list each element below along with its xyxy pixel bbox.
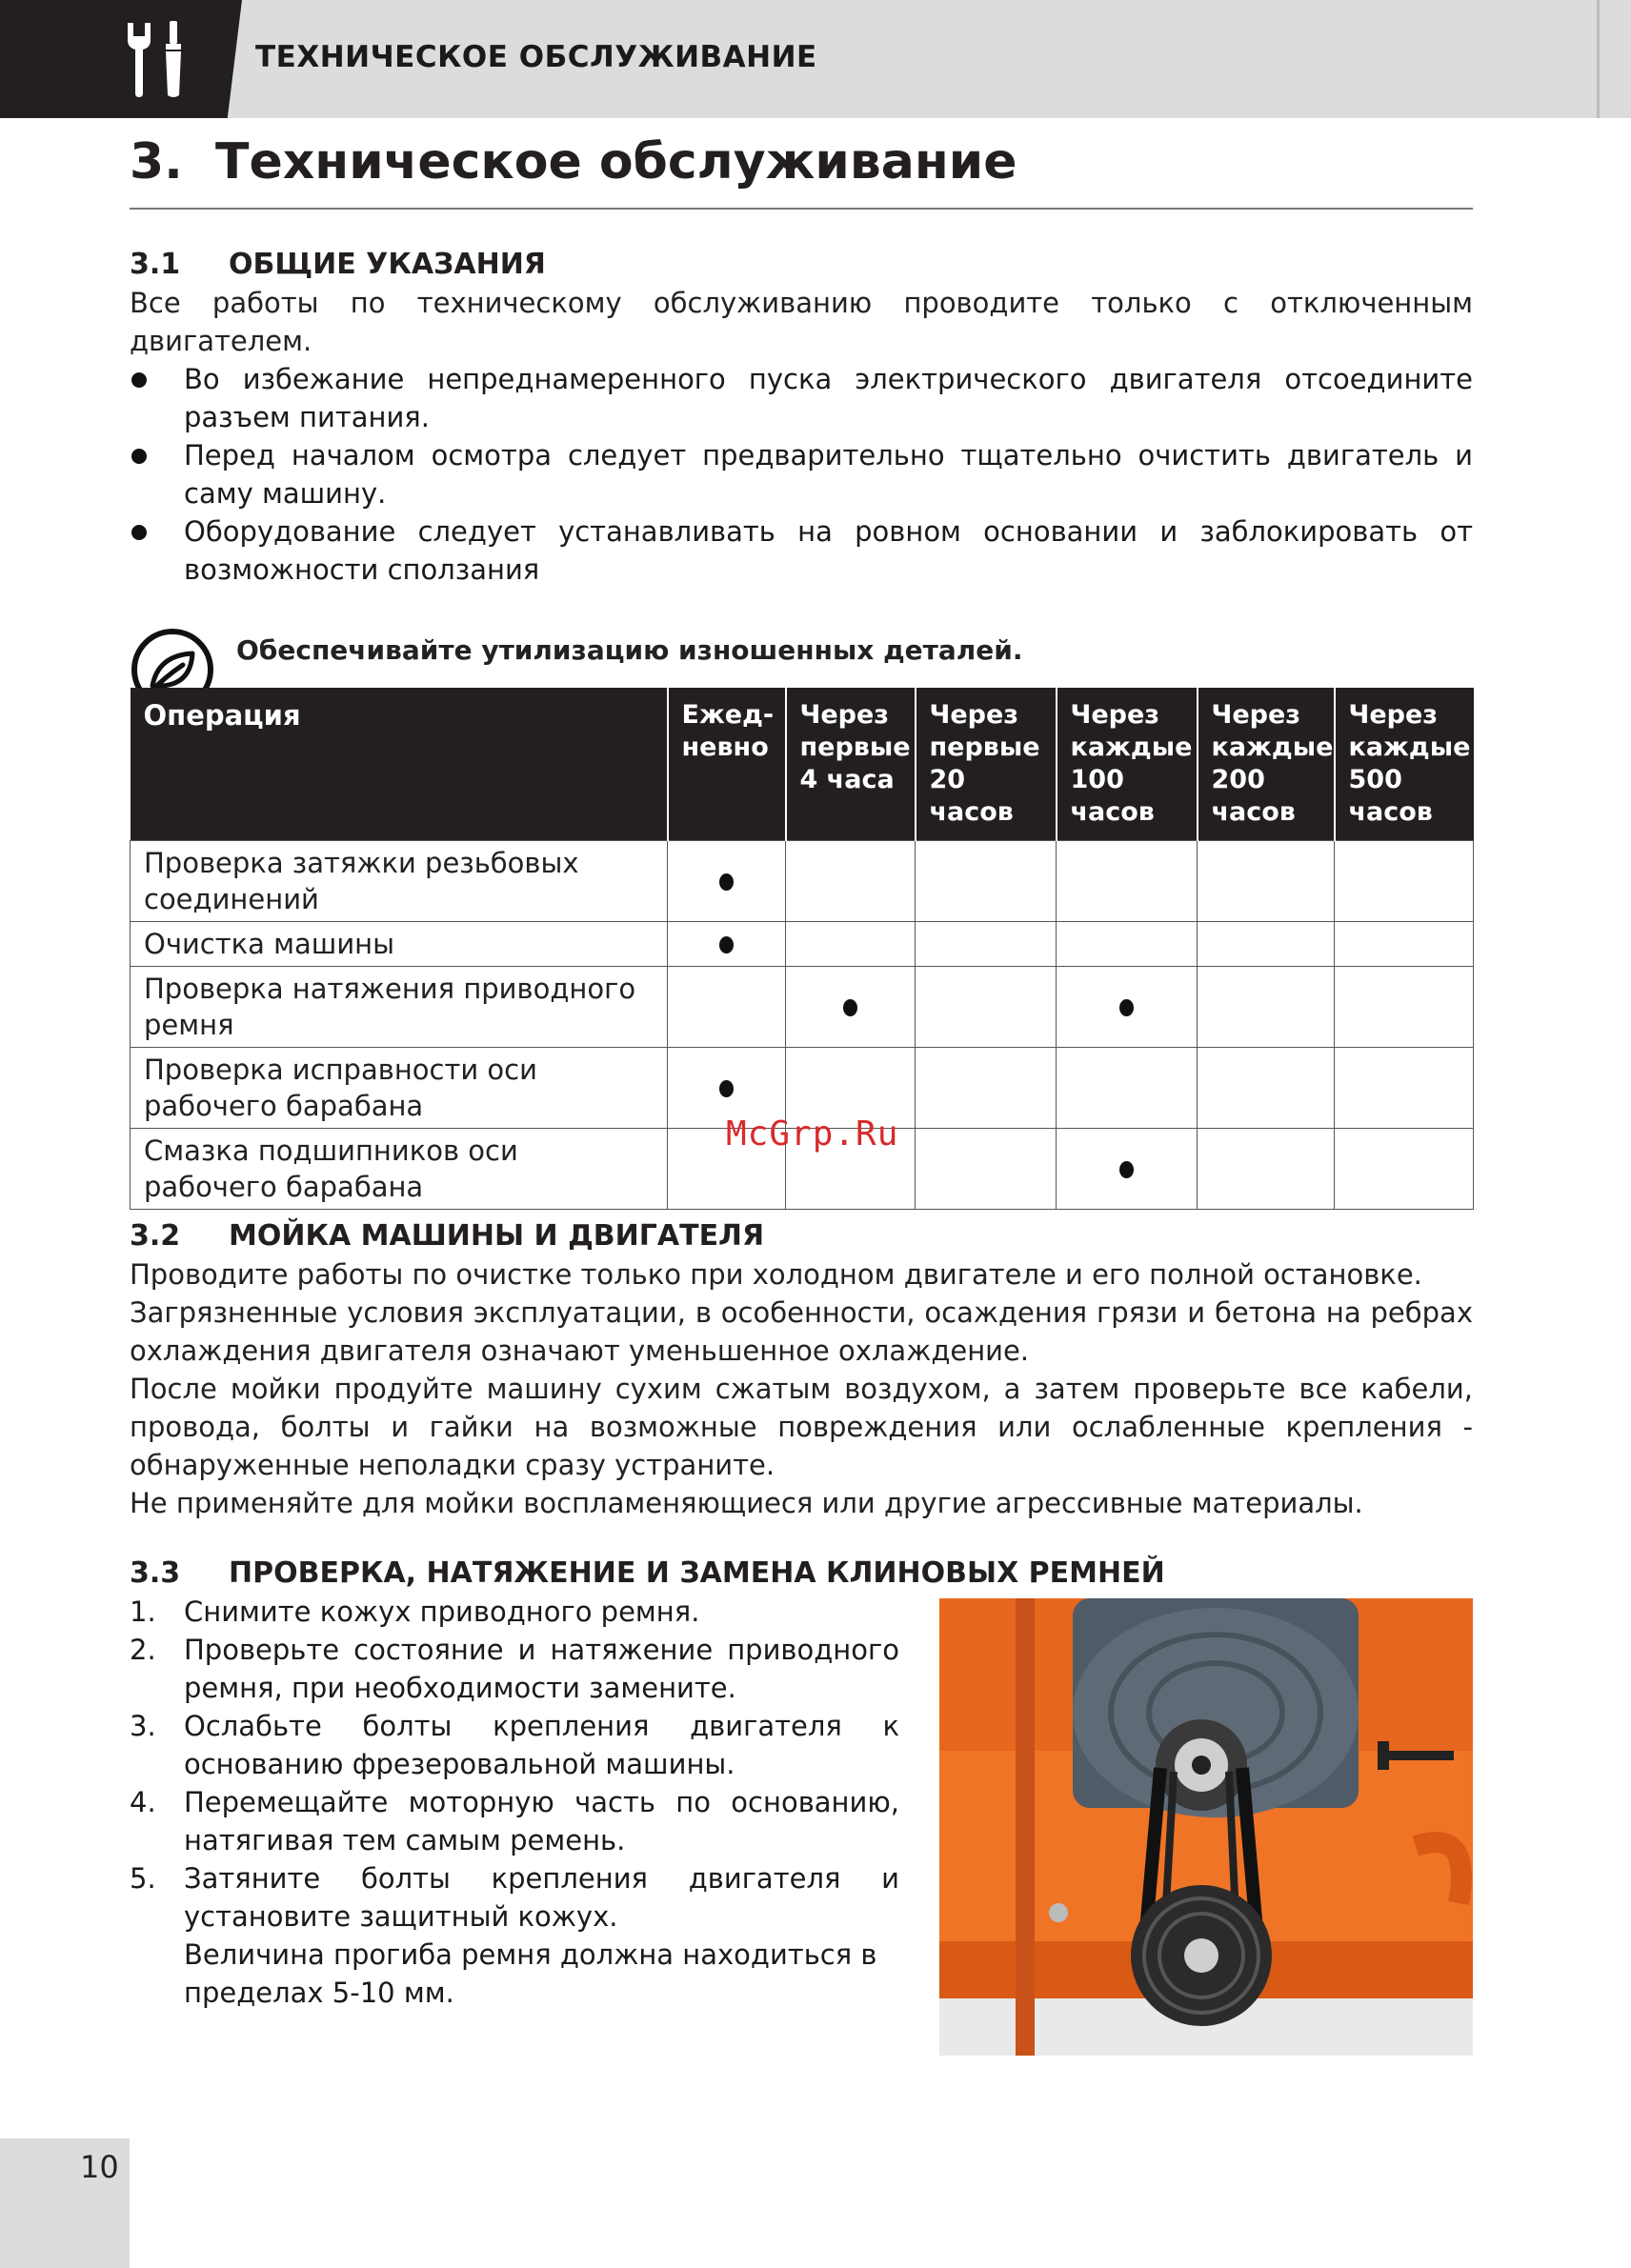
step-item	[130, 1859, 899, 1936]
step-number: 1.	[130, 1596, 156, 1628]
schedule-cell	[1335, 967, 1474, 1048]
operation-cell: Очистка машины	[131, 922, 668, 967]
schedule-cell	[1198, 967, 1335, 1048]
step-item	[130, 1593, 899, 1631]
scheduled-dot-icon	[719, 1080, 734, 1097]
section-number: 3.2	[130, 1219, 181, 1253]
schedule-cell	[1335, 922, 1474, 967]
page-title	[130, 133, 1473, 210]
schedule-cell	[916, 841, 1057, 922]
steps-list	[130, 1593, 899, 1936]
paragraph: Загрязненные условия эксплуатации, в особенности, осаждения грязи и бетона на ребрах охлаждения двигателя означают уменьшенное охлаждение.	[130, 1296, 1473, 1367]
page-content	[130, 133, 1473, 718]
bullet-item: Перед началом осмотра следует предварительно тщательно очистить двигатель и саму машину.	[130, 436, 1473, 512]
schedule-cell	[1198, 1129, 1335, 1210]
column-header: Через первые 4 часа	[786, 688, 916, 841]
belt-drive-photo	[939, 1598, 1473, 2056]
header-divider	[1597, 0, 1600, 118]
step-text: Ослабьте болты крепления двигателя к основанию фрезеровальной машины.	[184, 1710, 899, 1780]
section-heading-3-1	[130, 246, 1473, 284]
watermark: McGrp.Ru	[726, 1114, 899, 1154]
scheduled-dot-icon	[719, 873, 734, 891]
operation-cell: Проверка натяжения приводного ремня	[131, 967, 668, 1048]
step-number: 4.	[130, 1786, 156, 1818]
schedule-cell	[1057, 841, 1198, 922]
schedule-cell	[1057, 922, 1198, 967]
section-heading-3-3	[130, 1555, 1473, 1593]
schedule-cell	[1335, 1129, 1474, 1210]
operation-cell: Проверка затяжки резьбовых соединений	[131, 841, 668, 922]
column-header: Через каждые 200 часов	[1198, 688, 1335, 841]
operation-cell: Проверка исправности оси рабочего барабана	[131, 1048, 668, 1129]
schedule-cell	[1335, 1048, 1474, 1129]
schedule-cell	[1057, 1129, 1198, 1210]
paragraph: Не применяйте для мойки воспламеняющиеся или другие агрессивные материалы.	[130, 1487, 1363, 1519]
operation-cell: Смазка подшипников оси рабочего барабана	[131, 1129, 668, 1210]
schedule-cell	[1198, 1048, 1335, 1129]
table-row	[131, 922, 1474, 967]
section-3-2	[130, 1217, 1473, 1522]
step-number: 5.	[130, 1862, 156, 1895]
title-text: Техническое обслуживание	[215, 133, 1017, 191]
table-row	[131, 967, 1474, 1048]
step-text: Снимите кожух приводного ремня.	[184, 1596, 700, 1628]
table-row	[131, 841, 1474, 922]
schedule-cell	[786, 922, 916, 967]
schedule-cell	[916, 1048, 1057, 1129]
section-title: МОЙКА МАШИНЫ И ДВИГАТЕЛЯ	[229, 1219, 765, 1253]
schedule-cell	[668, 841, 786, 922]
step-text: Перемещайте моторную часть по основанию, натягивая тем самым ремень.	[184, 1786, 899, 1857]
schedule-cell	[916, 922, 1057, 967]
step-number: 3.	[130, 1710, 156, 1742]
schedule-cell	[786, 841, 916, 922]
paragraph: После мойки продуйте машину сухим сжатым воздухом, а затем проверьте все кабели, провода, болты и гайки на возможные повреждения или ослабленные крепления - обнаруженные неполадки сразу устраните.	[130, 1373, 1473, 1481]
column-header: Через первые 20 часов	[916, 688, 1057, 841]
column-header: Операция	[131, 688, 668, 841]
column-header: Ежед-невно	[668, 688, 786, 841]
scheduled-dot-icon	[719, 936, 734, 953]
column-header: Через каждые 100 часов	[1057, 688, 1198, 841]
section-heading-3-2	[130, 1217, 1473, 1255]
schedule-cell	[668, 922, 786, 967]
schedule-cell	[1198, 922, 1335, 967]
paragraph: Проводите работы по очистке только при холодном двигателе и его полной остановке.	[130, 1258, 1422, 1291]
eco-note-text: Обеспечивайте утилизацию изношенных деталей.	[236, 634, 1023, 666]
schedule-cell	[1335, 841, 1474, 922]
column-header: Через каждые 500 часов	[1335, 688, 1474, 841]
belt-deflection-note: Величина прогиба ремня должна находиться в пределах 5-10 мм.	[184, 1938, 877, 2009]
schedule-cell	[916, 967, 1057, 1048]
step-text: Затяните болты крепления двигателя и установите защитный кожух.	[184, 1862, 899, 1933]
schedule-cell	[1057, 1048, 1198, 1129]
step-item	[130, 1707, 899, 1783]
scheduled-dot-icon	[1119, 999, 1134, 1016]
schedule-cell	[1057, 967, 1198, 1048]
header-section-title: ТЕХНИЧЕСКОЕ ОБСЛУЖИВАНИЕ	[255, 40, 817, 74]
schedule-cell	[668, 967, 786, 1048]
schedule-cell	[916, 1129, 1057, 1210]
scheduled-dot-icon	[843, 999, 857, 1016]
title-number: 3.	[130, 133, 183, 191]
bullet-item: Оборудование следует устанавливать на ровном основании и заблокировать от возможности сползания	[130, 512, 1473, 589]
bullet-list	[130, 360, 1473, 589]
step-number: 2.	[130, 1634, 156, 1666]
tools-icon	[120, 19, 196, 99]
section-intro: Все работы по техническому обслуживанию проводите только с отключенным двигателем.	[130, 287, 1473, 357]
step-text: Проверьте состояние и натяжение приводного ремня, при необходимости замените.	[184, 1634, 899, 1704]
step-item	[130, 1631, 899, 1707]
section-number: 3.1	[130, 248, 181, 281]
bullet-item: Во избежание непреднамеренного пуска электрического двигателя отсоедините разъем питания.	[130, 360, 1473, 436]
schedule-cell	[1198, 841, 1335, 922]
page-number: 10	[80, 2149, 119, 2185]
section-number: 3.3	[130, 1556, 181, 1590]
section-title: ОБЩИЕ УКАЗАНИЯ	[229, 248, 546, 281]
schedule-cell	[786, 967, 916, 1048]
step-item	[130, 1783, 899, 1859]
section-title: ПРОВЕРКА, НАТЯЖЕНИЕ И ЗАМЕНА КЛИНОВЫХ РЕМНЕЙ	[229, 1556, 1165, 1590]
scheduled-dot-icon	[1119, 1161, 1134, 1178]
